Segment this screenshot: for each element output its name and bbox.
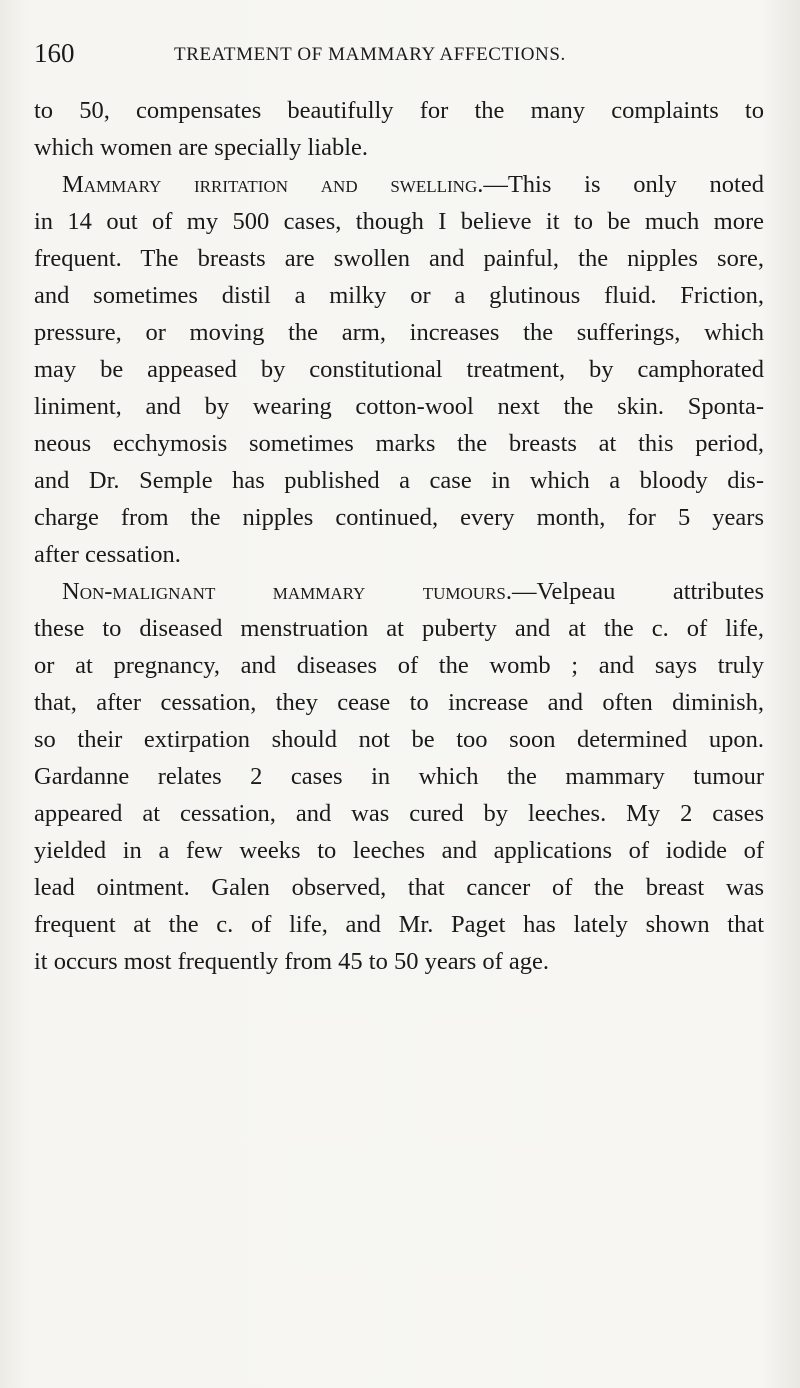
text-line: it occurs most frequently from 45 to 50 years of age.: [34, 948, 550, 975]
text-line: and sometimes distil a milky or a glutinous fluid. Friction,: [34, 282, 764, 309]
text-line: may be appeased by constitutional treatment, by camphorated: [34, 356, 764, 383]
text-line: these to diseased menstruation at puberty and at the c. of life,: [34, 615, 764, 642]
text-line: which women are specially liable.: [34, 134, 369, 161]
text-line: so their extirpation should not be too soon determined upon.: [34, 726, 764, 753]
section-heading-mammary-irritation: Mammary irritation and swelling.: [62, 171, 484, 198]
text-line: liniment, and by wearing cotton-wool next the skin. Sponta-: [34, 393, 764, 420]
heading-continuation: —This is only noted: [483, 171, 764, 198]
text-line: or at pregnancy, and diseases of the womb ; and says truly: [34, 652, 764, 679]
text-line: after cessation.: [34, 541, 181, 568]
text-line: yielded in a few weeks to leeches and applications of iodide of: [34, 837, 764, 864]
text-line: Gardanne relates 2 cases in which the mammary tumour: [34, 763, 764, 790]
text-line: charge from the nipples continued, every month, for 5 years: [34, 504, 764, 531]
text-line: and Dr. Semple has published a case in which a bloody dis-: [34, 467, 764, 494]
text-line: appeared at cessation, and was cured by leeches. My 2 cases: [34, 800, 764, 827]
section-heading-non-malignant-tumours: Non-malignant mammary tumours.: [62, 578, 512, 605]
running-head: TREATMENT OF MAMMARY AFFECTIONS.: [174, 44, 566, 65]
body-text: [34, 92, 764, 980]
text-line: frequent at the c. of life, and Mr. Paget has lately shown that: [34, 911, 764, 938]
text-line: neous ecchymosis sometimes marks the breasts at this period,: [34, 430, 764, 457]
text-line: pressure, or moving the arm, increases the sufferings, which: [34, 319, 764, 346]
text-line: lead ointment. Galen observed, that cancer of the breast was: [34, 874, 764, 901]
text-line: to 50, compensates beautifully for the many complaints to: [34, 97, 764, 124]
paragraph-heading-line: [34, 166, 764, 203]
text-line: that, after cessation, they cease to increase and often diminish,: [34, 689, 764, 716]
heading-continuation: —Velpeau attributes: [512, 578, 764, 605]
page-number: 160: [34, 38, 75, 68]
paragraph-heading-line: [34, 573, 764, 610]
page-header: [34, 38, 764, 72]
text-line: in 14 out of my 500 cases, though I believe it to be much more: [34, 208, 764, 235]
text-line: frequent. The breasts are swollen and painful, the nipples sore,: [34, 245, 764, 272]
